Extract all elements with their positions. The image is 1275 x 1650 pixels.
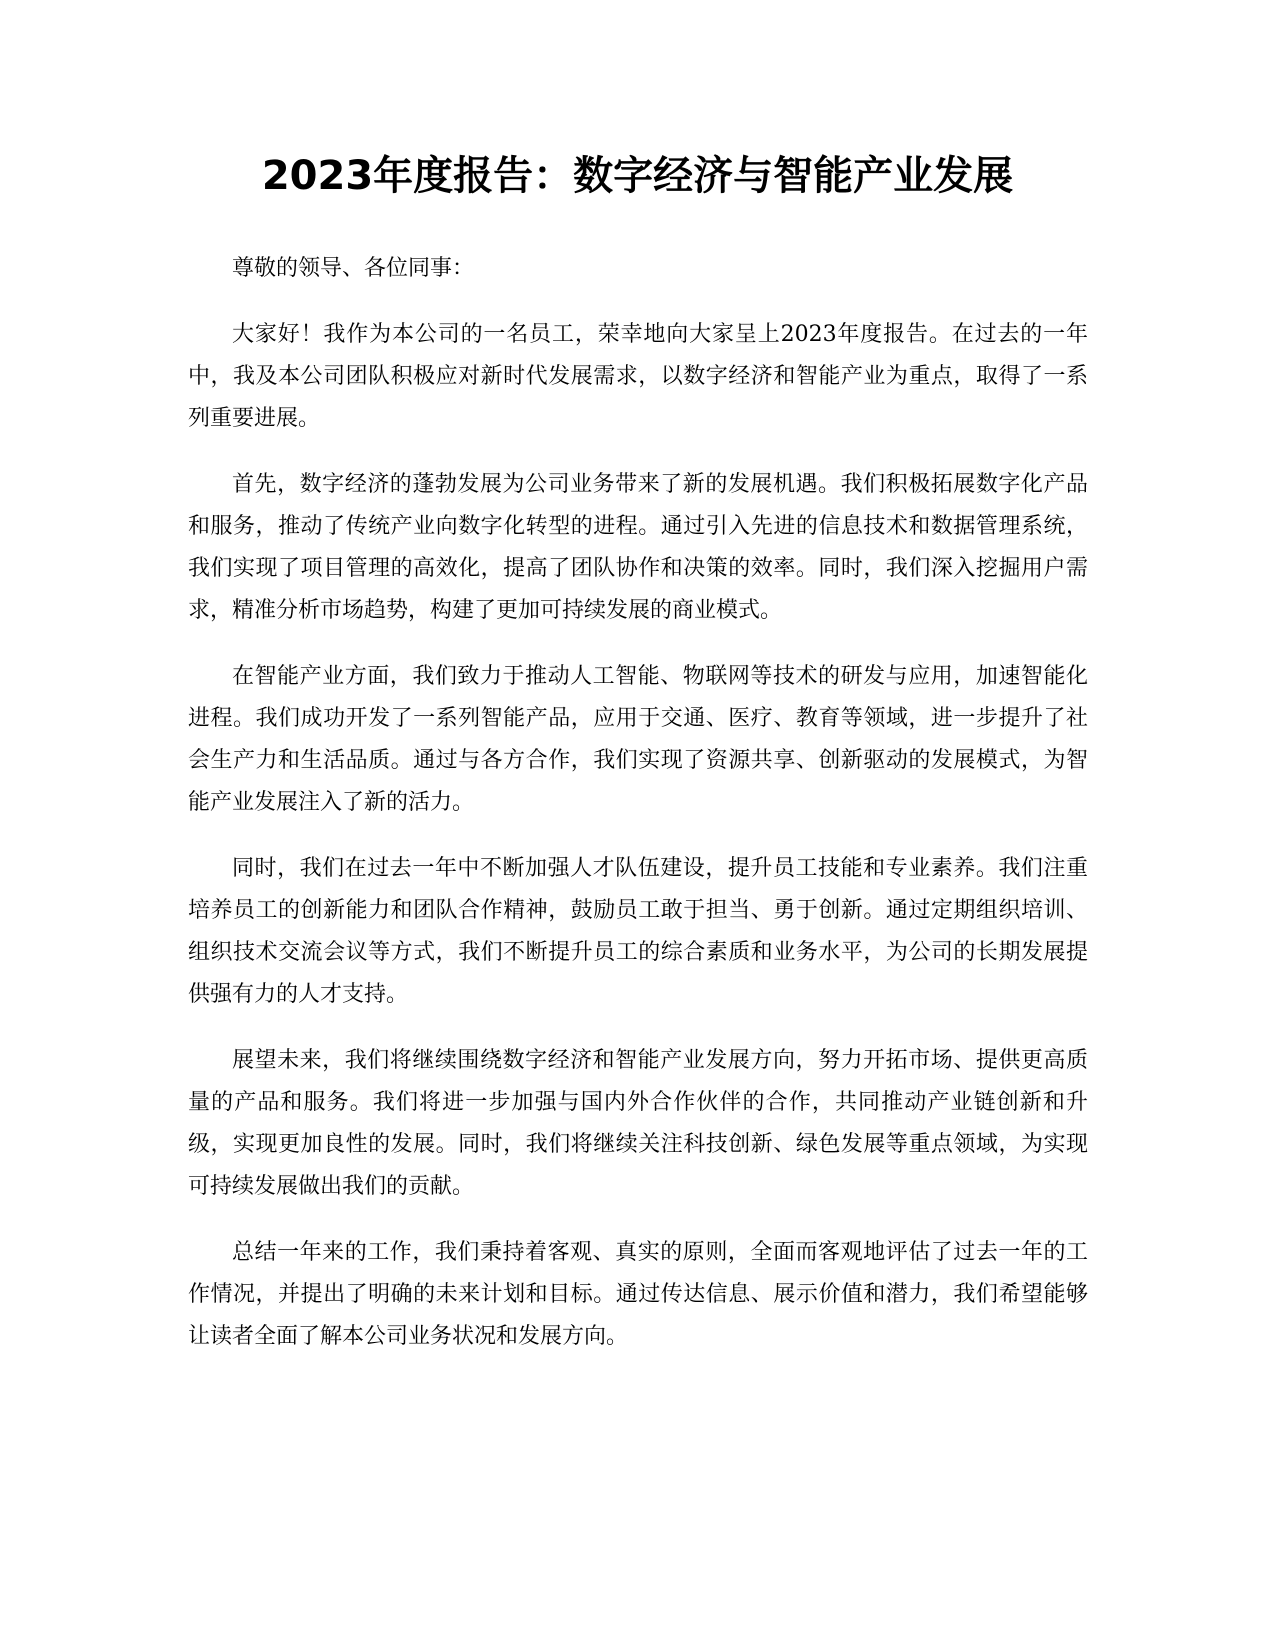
document-title: 2023年度报告：数字经济与智能产业发展	[261, 153, 1014, 199]
paragraph-outlook: 展望未来，我们将继续围绕数字经济和智能产业发展方向，努力开拓市场、提供更高质量的产品和服务。我们将进一步加强与国内外合作伙伴的合作，共同推动产业链创新和升级，实现更加良性的发展。同时，我们将继续关注科技创新、绿色发展等重点领域，为实现可持续发展做出我们的贡献。	[188, 1048, 1088, 1199]
salutation: 尊敬的领导、各位同事：	[232, 256, 475, 281]
paragraph-intro: 大家好！我作为本公司的一名员工，荣幸地向大家呈上2023年度报告。在过去的一年中，我及本公司团队积极应对新时代发展需求，以数字经济和智能产业为重点，取得了一系列重要进展。	[188, 322, 1088, 431]
document-body	[188, 248, 1088, 1382]
paragraph-summary: 总结一年来的工作，我们秉持着客观、真实的原则，全面而客观地评估了过去一年的工作情况，并提出了明确的未来计划和目标。通过传达信息、展示价值和潜力，我们希望能够让读者全面了解本公司业务状况和发展方向。	[188, 1240, 1088, 1349]
paragraph-digital-economy: 首先，数字经济的蓬勃发展为公司业务带来了新的发展机遇。我们积极拓展数字化产品和服务，推动了传统产业向数字化转型的进程。通过引入先进的信息技术和数据管理系统，我们实现了项目管理的高效化，提高了团队协作和决策的效率。同时，我们深入挖掘用户需求，精准分析市场趋势，构建了更加可持续发展的商业模式。	[188, 472, 1088, 623]
paragraph-talent: 同时，我们在过去一年中不断加强人才队伍建设，提升员工技能和专业素养。我们注重培养员工的创新能力和团队合作精神，鼓励员工敢于担当、勇于创新。通过定期组织培训、组织技术交流会议等方式，我们不断提升员工的综合素质和业务水平，为公司的长期发展提供强有力的人才支持。	[188, 856, 1088, 1007]
paragraph-intelligent-industry: 在智能产业方面，我们致力于推动人工智能、物联网等技术的研发与应用，加速智能化进程。我们成功开发了一系列智能产品，应用于交通、医疗、教育等领域，进一步提升了社会生产力和生活品质。通过与各方合作，我们实现了资源共享、创新驱动的发展模式，为智能产业发展注入了新的活力。	[188, 664, 1088, 815]
